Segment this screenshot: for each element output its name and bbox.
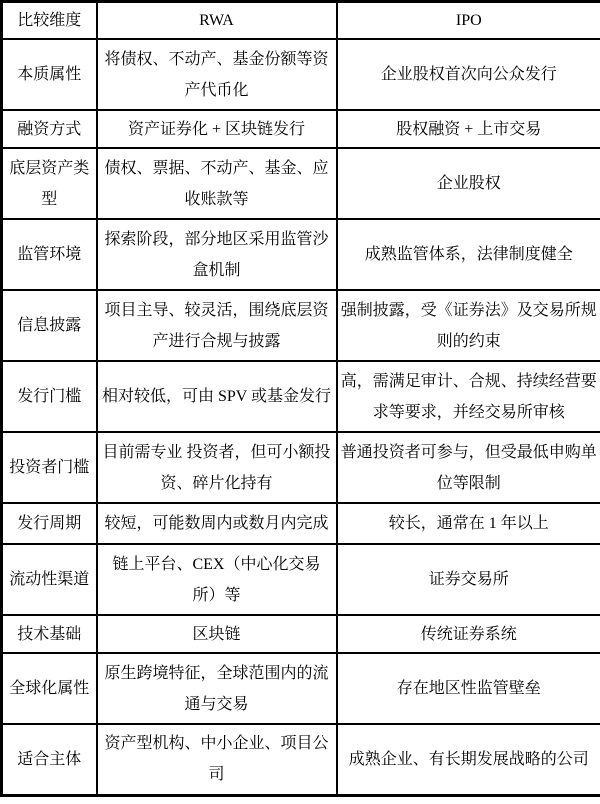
table-row xyxy=(2,653,600,724)
header-ipo: IPO xyxy=(337,2,600,40)
ipo-cell: 企业股权 xyxy=(337,148,600,219)
table-row xyxy=(2,290,600,361)
rwa-cell: 链上平台、CEX（中心化交易所）等 xyxy=(97,544,337,615)
table-row xyxy=(2,503,600,544)
ipo-cell: 证券交易所 xyxy=(337,544,600,615)
dimension-cell: 流动性渠道 xyxy=(2,544,97,615)
table-header-row xyxy=(2,2,600,40)
table-row xyxy=(2,724,600,795)
dimension-cell: 底层资产类型 xyxy=(2,148,97,219)
rwa-cell: 资产型机构、中小企业、项目公司 xyxy=(97,724,337,795)
rwa-cell: 目前需专业 投资者，但可小额投资、碎片化持有 xyxy=(97,432,337,503)
rwa-cell: 将债权、不动产、基金份额等资产代币化 xyxy=(97,39,337,110)
rwa-cell: 探索阶段，部分地区采用监管沙盒机制 xyxy=(97,219,337,290)
table-row xyxy=(2,544,600,615)
rwa-cell: 项目主导、较灵活，围绕底层资产进行合规与披露 xyxy=(97,290,337,361)
dimension-cell: 技术基础 xyxy=(2,615,97,653)
ipo-cell: 成熟监管体系，法律制度健全 xyxy=(337,219,600,290)
rwa-cell: 区块链 xyxy=(97,615,337,653)
dimension-cell: 发行周期 xyxy=(2,503,97,544)
rwa-cell: 资产证券化 + 区块链发行 xyxy=(97,110,337,148)
ipo-cell: 较长，通常在 1 年以上 xyxy=(337,503,600,544)
header-dimension: 比较维度 xyxy=(2,2,97,40)
ipo-cell: 成熟企业、有长期发展战略的公司 xyxy=(337,724,600,795)
rwa-cell: 债权、票据、不动产、基金、应收账款等 xyxy=(97,148,337,219)
ipo-cell: 高，需满足审计、合规、持续经营要求等要求，并经交易所审核 xyxy=(337,361,600,432)
dimension-cell: 本质属性 xyxy=(2,39,97,110)
ipo-cell: 企业股权首次向公众发行 xyxy=(337,39,600,110)
table-row xyxy=(2,219,600,290)
ipo-cell: 传统证券系统 xyxy=(337,615,600,653)
dimension-cell: 适合主体 xyxy=(2,724,97,795)
table-row xyxy=(2,361,600,432)
dimension-cell: 信息披露 xyxy=(2,290,97,361)
rwa-cell: 相对较低，可由 SPV 或基金发行 xyxy=(97,361,337,432)
table-row xyxy=(2,148,600,219)
dimension-cell: 监管环境 xyxy=(2,219,97,290)
ipo-cell: 普通投资者可参与，但受最低申购单位等限制 xyxy=(337,432,600,503)
dimension-cell: 发行门槛 xyxy=(2,361,97,432)
table-row xyxy=(2,110,600,148)
ipo-cell: 股权融资 + 上市交易 xyxy=(337,110,600,148)
dimension-cell: 投资者门槛 xyxy=(2,432,97,503)
table-row xyxy=(2,615,600,653)
header-rwa: RWA xyxy=(97,2,337,40)
rwa-cell: 较短，可能数周内或数月内完成 xyxy=(97,503,337,544)
ipo-cell: 存在地区性监管壁垒 xyxy=(337,653,600,724)
rwa-cell: 原生跨境特征，全球范围内的流通与交易 xyxy=(97,653,337,724)
dimension-cell: 全球化属性 xyxy=(2,653,97,724)
ipo-cell: 强制披露，受《证券法》及交易所规则的约束 xyxy=(337,290,600,361)
table-row xyxy=(2,39,600,110)
dimension-cell: 融资方式 xyxy=(2,110,97,148)
table-row xyxy=(2,432,600,503)
